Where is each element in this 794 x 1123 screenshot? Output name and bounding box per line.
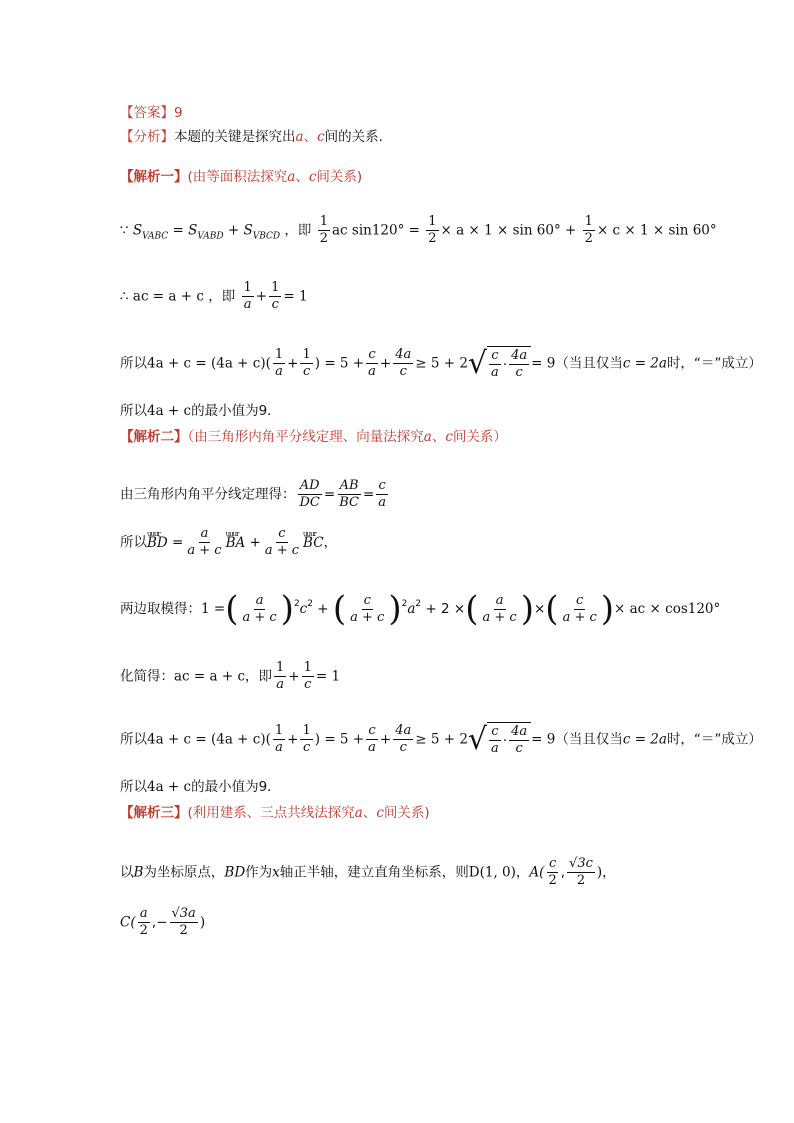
s-bcd: S [243,222,253,239]
num: 1 [303,660,312,675]
frac-ca [366,347,378,380]
num: 1 [274,347,284,362]
sol1-min-line [120,402,281,420]
comma: ， [515,864,530,881]
min-text: 的最小值为9． [191,403,281,419]
frac-1c [300,723,312,756]
num: a [139,906,148,921]
num: 1 [302,723,311,738]
sol1-heading [120,168,362,186]
frac-1a [273,723,285,756]
num: a [200,526,209,541]
comma: ， [602,864,616,881]
den: c [515,365,523,380]
formula-c: × c × 1 × sin 60° [596,222,717,239]
num: 1 [584,214,593,229]
close-paren: ) [199,914,206,931]
num: 4a [395,723,412,738]
frac-1c [300,347,312,380]
half-fraction [318,214,330,247]
den: 2 [576,873,586,888]
s-abd: S [188,222,198,239]
analysis-line [120,128,383,146]
den: a + c [350,609,385,625]
answer-tag: 【答案】 [120,105,174,121]
yi: 以 [120,864,134,881]
vec-bd: uuur BD [147,534,168,552]
den: a [491,741,499,756]
num: 1 [243,280,252,295]
thm-text: 由三角形内角平分线定理得： [120,486,296,503]
analysis-tag: 【分析】 [120,129,174,145]
comma: ， [323,534,338,551]
bd: BD [224,864,246,881]
den: 2 [179,923,188,938]
frac-a-apc-2 [481,593,519,626]
sol1-var-a: a [287,169,296,185]
ji-text: ，即 [284,222,312,239]
sol1-title: (由等面积法探究 [187,169,288,185]
sol2-var-c: c [445,429,453,445]
sol2-theorem-line: 由三角形内角平分线定理得： $\frac{AD}{DC}$ = $\frac{AB}{BC}$ = $\frac{c}{a}$ [120,478,387,510]
frac-a-apc [185,526,223,559]
sol2-title: （由三角形内角平分线定理、向量法探究 [187,429,424,445]
num: c [378,478,386,493]
den: a + c [242,609,277,625]
suoyi: 所以 [120,731,147,748]
sq: 2 [293,599,300,609]
sol2-sep: 、 [431,429,446,445]
sq: 2 [401,599,408,609]
den: c [304,677,312,692]
therefore-symbol: ∴ [120,288,129,305]
axis-text: 轴正半轴，建立直角坐标系，则 [279,864,469,881]
num: 1 [428,214,437,229]
num: √3c [569,856,593,871]
vec-ba: uuur BA [226,534,246,552]
sol3-title-end: 间关系) [383,805,430,821]
s-abc-sub: VABC [142,231,169,242]
frac-a-2 [138,906,150,939]
sol1-inequality-line: 所以4a + c = (4a + c)( $\frac{1}{a}$ + $\frac{1}{c}$ ) = 5 + $\frac{c}{a}$ + $\frac{4a}{c}$ ≥ 5 + 2 √ $\frac{c}{a}$ · $\frac{4a}{c}$ = 9（当且仅当c = 2a时，“＝”成立） [120,345,762,381]
a-sq: a [407,601,416,617]
den: a [276,677,285,692]
sqrt-expression: √ $\frac{c}{a}$ · $\frac{4a}{c}$ [468,722,531,757]
suoyi: 所以 [120,779,147,795]
analysis-var-a: a [295,129,304,145]
simp-text: 化简得： [120,668,174,685]
point-c-label: C( [120,914,136,931]
frac-1a [274,660,286,693]
num: c [491,724,499,739]
sol3-coordinate-line: 以B为坐标原点，BD作为x轴正半轴，建立直角坐标系，则D(1, 0)，A( $\frac{c}{2}$ , $\frac{√3c}{2}$ )， [120,856,616,888]
minus: − [156,914,168,931]
den: a + c [482,609,517,625]
min-text: 的最小值为9． [191,779,281,795]
den: a [368,740,376,755]
sol1-title-end: 间关系) [316,169,363,185]
close-paren: ) [596,864,603,881]
den: 2 [139,923,148,938]
eq9: = 9 [531,355,556,372]
num: c [576,592,584,608]
frac-1c [302,660,314,693]
frac-c-apc-2 [561,593,599,626]
sol2-vector-line: 所以uuur BD = $\frac{a}{a + c}$ uuur BA + $\frac{c}{a + c}$ uuur BC， [120,526,337,559]
suoyi: 所以 [120,534,147,551]
sq: 2 [307,599,313,609]
num: 1 [271,280,280,295]
frac-a-apc [240,593,278,626]
zuowei: 作为 [245,864,273,881]
suoyi: 所以 [120,355,147,372]
analysis-text-b: 间的关系. [324,129,383,145]
frac-ca-in [489,348,501,381]
ji-text: ，即 [208,288,236,305]
analysis-sep: 、 [303,129,318,145]
frac-4ac [393,723,413,756]
sol2-modulus-line: 两边取模得：1 =( $\frac{a}{a + c}$ )$^2c^2$ + ( $\frac{c}{a + c}$ )$^2a^2 + 2$ ×( $\frac{a}{a + c}$ )×( $\frac{c}{a + c}$ )× ac × cos120° [120,589,721,629]
sq: 2 [415,599,422,609]
num: AB [339,478,359,493]
sol2-tag: 【解析二】 [120,429,188,445]
plus-sign: + [227,222,240,239]
num: 1 [276,660,285,675]
den: 2 [584,231,593,246]
sol1-sep: 、 [295,169,309,185]
half-fraction [583,214,595,247]
frac-4ac [393,347,413,380]
point-d: D(1, 0) [468,864,516,881]
den: a [491,365,499,380]
suoyi: 所以 [120,403,147,419]
mod-tail: × ac × cos120° [614,601,721,617]
den: c [399,740,407,755]
num: a [495,592,504,608]
eq9: = 9 [531,731,556,748]
frac-c-apc [348,593,386,626]
num: AD [299,478,320,493]
two: 2 [441,601,450,617]
sol3-sep: 、 [362,805,377,821]
den: a [368,364,376,379]
origin-text: 为坐标原点， [143,864,225,881]
num: 4a [395,347,412,362]
den: c [271,297,279,312]
num: 4a [511,348,528,363]
sol2-min-line [120,778,281,796]
simp-eq: ac = a + c [174,668,246,685]
num: 1 [302,347,311,362]
frac-ab-bc [337,478,361,511]
ji-text: ，即 [245,668,273,685]
s-abc: S [132,222,143,239]
den: a [275,740,283,755]
den: a [243,297,252,312]
point-a-label: A( [529,864,545,881]
half-fraction [426,214,438,247]
sqrt-expression: √ $\frac{c}{a}$ · $\frac{4a}{c}$ [468,346,531,381]
frac-c-apc [263,526,301,559]
mod-one: 1 = [201,601,226,617]
frac-c-a [376,478,388,511]
mid: ) = 5 + [314,355,365,372]
frac-c-2 [546,856,558,889]
num: c [278,526,286,541]
sol3-tag: 【解析三】 [120,805,188,821]
num: c [548,856,557,871]
lhs: 4a + c = (4a + c)( [147,355,271,372]
analysis-text-a: 本题的关键是探究出 [174,129,296,145]
because-symbol: ∵ [120,222,129,239]
formula-a: ac sin120° [332,222,405,239]
den: BC [339,495,359,510]
sol2-inequality-line: 所以4a + c = (4a + c)( $\frac{1}{a}$ + $\frac{1}{c}$ ) = 5 + $\frac{c}{a}$ + $\frac{4a}{c}$ ≥ 5 + 2 √ $\frac{c}{a}$ · $\frac{4a}{c}$ = 9（当且仅当c = 2a时，“＝”成立） [120,721,762,757]
den: c [302,740,311,755]
den: 2 [548,873,557,888]
cond-end: 时，“＝”成立） [666,355,762,372]
den: 2 [428,231,437,246]
sol3-var-a: a [354,805,363,821]
num: 1 [274,723,284,738]
ac-eq: ac = a + c [132,288,204,305]
mod-text: 两边取模得： [120,601,201,617]
c-sq: c [299,601,308,617]
frac-1a [273,347,285,380]
den: a + c [562,609,597,625]
sol2-title-end: 间关系） [452,429,507,445]
point-b: B [133,864,144,881]
num: c [368,723,376,738]
sol1-tag: 【解析一】 [120,169,188,185]
den: c [515,741,523,756]
num: c [363,592,371,608]
den: DC [299,495,320,510]
den: a + c [187,543,222,558]
cond-eq: c = 2a [622,355,667,372]
sol3-title: (利用建系、三点共线法探究 [187,805,355,821]
den: 2 [319,231,328,246]
s-abd-sub: VABD [197,231,224,242]
eq-one: = 1 [315,668,341,685]
sol3-var-c: c [376,805,384,821]
min-expr: 4a + c [147,779,192,795]
ge: ≥ 5 + 2 [415,731,468,748]
num: c [368,347,376,362]
eq-sign: = [172,222,184,239]
num: 4a [511,724,528,739]
den: a [378,495,387,510]
den: c [302,364,311,379]
frac-ca [366,723,378,756]
answer-value: 9 [174,105,183,121]
mid: ) = 5 + [314,731,365,748]
cond-eq: c = 2a [622,731,667,748]
den: a [275,364,283,379]
den: a + c [264,543,300,558]
sol2-simplify-line: 化简得：ac = a + c，即 $\frac{1}{a}$ + $\frac{1}{c}$ = 1 [120,660,341,692]
frac-sqrt3c-2 [567,856,595,889]
cond: （当且仅当 [555,355,623,372]
num: √3a [171,906,196,921]
sol1-therefore-line: ∴ ac = a + c ，即 $\frac{1}{a}$ + $\frac{1}{c}$ = 1 [120,280,308,312]
sol3-point-c-line: C( $\frac{a}{2}$ ,− $\frac{√3a}{2}$ ) [120,906,206,938]
sol3-heading [120,804,430,822]
den: c [399,364,407,379]
analysis-var-c: c [317,129,325,145]
formula-b: × a × 1 × sin 60° [440,222,561,239]
sol1-area-equation: ∵ $S_{VABC} = S_{VABD} + S_{VBCD}$ ，即 $\frac{1}{2}$ ac sin120° = $\frac{1}{2}$ × a × 1 × sin 60° + $\frac{1}{2}$ × c × 1 × sin 60° [120,214,717,246]
x-axis: x [272,864,280,881]
num: a [255,592,264,608]
s-bcd-sub: VBCD [252,231,281,242]
frac-ad-dc [298,478,322,511]
vec-bc: uuur BC [303,534,324,552]
cond: （当且仅当 [555,731,623,748]
num: c [491,348,499,363]
num: 1 [319,214,328,229]
ge: ≥ 5 + 2 [415,355,468,372]
min-expr: 4a + c [147,403,192,419]
sol2-heading [120,428,507,446]
sol1-var-c: c [308,169,317,185]
frac-4ac-in [509,724,529,757]
lhs: 4a + c = (4a + c)( [147,731,271,748]
cond-end: 时，“＝”成立） [666,731,762,748]
frac-4ac-in [509,348,529,381]
sol2-var-a: a [423,429,432,445]
frac-ca-in [489,724,501,757]
one-over-a [242,280,254,313]
eq-one: = 1 [283,288,308,305]
frac-sqrt3a-2 [170,906,198,939]
answer-line [120,104,183,122]
one-over-c [269,280,281,313]
